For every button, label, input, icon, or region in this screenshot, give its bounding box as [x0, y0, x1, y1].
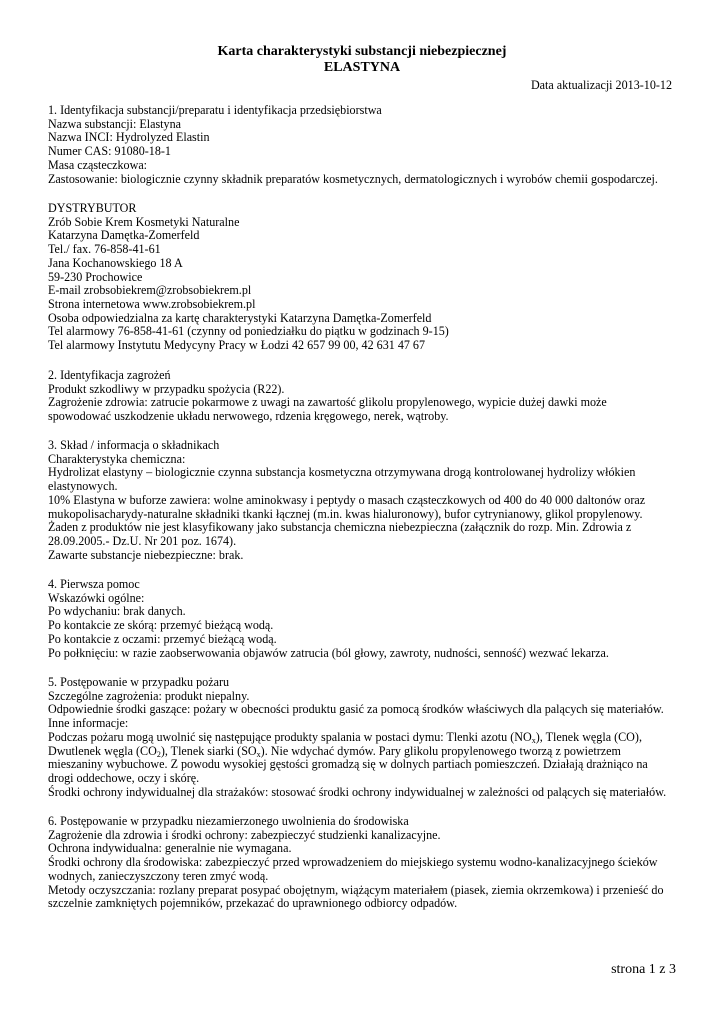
text-line: Po kontakcie z oczami: przemyć bieżącą wodą. — [48, 631, 277, 646]
usage: Zastosowanie: biologicznie czynny składnik preparatów kosmetycznych, dermatologicznych i wyrobów chemii gospodarczej. — [48, 171, 658, 186]
section-heading: 4. Pierwsza pomoc — [48, 577, 140, 591]
cas-number: Numer CAS: 91080-18-1 — [48, 144, 171, 159]
text-line: wodnych, zanieczyszczony teren zmyć wodą. — [48, 868, 269, 883]
website: Strona internetowa www.zrobsobiekrem.pl — [48, 296, 256, 311]
product-name: ELASTYNA — [323, 60, 401, 75]
text-line: elastynowych. — [48, 479, 118, 494]
document-title: Karta charakterystyki substancji niebezpiecznej — [217, 44, 507, 59]
text-line: Zawarte substancje niebezpieczne: brak. — [48, 547, 244, 562]
section-accidental-release — [48, 815, 688, 911]
text-line: Odpowiednie środki gaszące: pożary w obecności produktu gasić za pomocą środków właściwych dla palących się materiałów. — [48, 702, 664, 717]
text-line: 10% Elastyna w buforze zawiera: wolne aminokwasy i peptydy o masach cząsteczkowych od 400 do 40 000 daltonów oraz — [48, 492, 646, 507]
text-line: Wskazówki ogólne: — [48, 590, 145, 605]
email: E-mail zrobsobiekrem@zrobsobiekrem.pl — [48, 283, 252, 298]
text-line: 28.09.2005.- Dz.U. Nr 201 poz. 1674). — [48, 533, 237, 548]
section-heading: DYSTRYBUTOR — [48, 201, 137, 215]
text-line: szczelnie zamkniętych pojemników, przekazać do uprawnionego odbiorcy odpadów. — [48, 896, 458, 911]
text-line: drogi oddechowe, oczy i skórę. — [48, 770, 200, 785]
molar-mass: Masa cząsteczkowa: — [48, 157, 148, 172]
text-line: Po połknięciu: w razie zaobserwowania objawów zatrucia (ból głowy, zawroty, nudności, senność) wezwać lekarza. — [48, 645, 609, 660]
text-line: Po kontakcie ze skórą: przemyć bieżącą wodą. — [48, 618, 274, 633]
text-line: Dwutlenek węgla $(CO_2)$, Tlenek siarki $(SO_x)$. Nie wdychać dymów. Pary glikolu propylenowego tworzą z powietrzem — [48, 743, 621, 759]
city: 59-230 Prochowice — [48, 269, 143, 284]
update-date: Data aktualizacji 2013-10-12 — [530, 78, 672, 92]
text-line: Metody oczyszczania: rozlany preparat posypać obojętnym, wiążącym materiałem (piasek, ziemia okrzemkowa) i przenieść do — [48, 882, 664, 897]
section-heading: 1. Identyfikacja substancji/preparatu i identyfikacja przedsiębiorstwa — [48, 103, 382, 117]
text-line: Inne informacje: — [48, 716, 129, 731]
section-distributor — [48, 202, 688, 353]
text-line: Ochrona indywidualna: generalnie nie wymagana. — [48, 841, 292, 856]
section-heading: 3. Skład / informacja o składnikach — [48, 438, 220, 452]
text-line: Podczas pożaru mogą uwolnić się następujące produkty spalania w postaci dymu: Tlenki azotu $(NO_x)$, Tlenek węgla (CO), — [48, 729, 642, 745]
text-line: mukopolisacharydy-naturalne składniki tkanki łącznej (m.in. kwas hialuronowy), bufor cytrynianowy, glikol propylenowy. — [48, 506, 643, 521]
text-line: Po wdychaniu: brak danych. — [48, 604, 186, 619]
substance-name: Nazwa substancji: Elastyna — [48, 116, 181, 131]
text-line: Hydrolizat elastyny – biologicznie czynna substancja kosmetyczna otrzymywana drogą kontrolowanej hydrolizy włókien — [48, 465, 636, 480]
company-name: Zrób Sobie Krem Kosmetyki Naturalne — [48, 214, 240, 229]
street: Jana Kochanowskiego 18 A — [48, 255, 183, 270]
text-line: Charakterystyka chemiczna: — [48, 451, 186, 466]
alarm-phone-institute: Tel alarmowy Instytutu Medycyny Pracy w Łodzi 42 657 99 00, 42 631 47 67 — [48, 338, 426, 353]
section-heading: 5. Postępowanie w przypadku pożaru — [48, 675, 230, 689]
section-first-aid — [48, 578, 688, 660]
text-line: Szczególne zagrożenia: produkt niepalny. — [48, 688, 250, 703]
section-composition — [48, 439, 688, 562]
page-number: strona 1 z 3 — [611, 962, 676, 977]
section-hazards — [48, 369, 688, 424]
section-fire — [48, 676, 688, 799]
section-identification — [48, 104, 688, 186]
alarm-phone: Tel alarmowy 76-858-41-61 (czynny od poniedziałku do piątku w godzinach 9-15) — [48, 324, 449, 339]
text-line: Środki ochrony indywidualnej dla strażaków: stosować środki ochrony indywidualnej w zależności od palących się materiałów. — [48, 784, 667, 799]
owner-name: Katarzyna Damętka-Zomerfeld — [48, 228, 200, 243]
text-line: Żaden z produktów nie jest klasyfikowany jako substancja chemiczna niebezpieczna (załącznik do rozp. Min. Zdrowia z — [48, 520, 632, 535]
text-line: Środki ochrony dla środowiska: zabezpieczyć przed wprowadzeniem do miejskiego systemu wodno-kanalizacyjnego ścieków — [48, 855, 658, 870]
text-line: Produkt szkodliwy w przypadku spożycia (R22). — [48, 381, 285, 396]
text-line: spowodować uszkodzenie układu nerwowego, rdzenia kręgowego, nerek, wątroby. — [48, 409, 449, 424]
text-line: mieszaniny wybuchowe. Z powodu wysokiej gęstości gromadzą się w dolnych partiach pomieszczeń. Działają drażniąco na — [48, 757, 648, 772]
section-heading: 6. Postępowanie w przypadku niezamierzonego uwolnienia do środowiska — [48, 814, 409, 828]
text-line: Zagrożenie dla zdrowia i środki ochrony: zabezpieczyć studzienki kanalizacyjne. — [48, 827, 441, 842]
section-heading: 2. Identyfikacja zagrożeń — [48, 368, 171, 382]
inci-name: Nazwa INCI: Hydrolyzed Elastin — [48, 130, 210, 145]
phone: Tel./ fax. 76-858-41-61 — [48, 242, 161, 257]
text-line: Zagrożenie zdrowia: zatrucie pokarmowe z uwagi na zawartość glikolu propylenowego, wypicie dużej dawki może — [48, 395, 607, 410]
responsible-person: Osoba odpowiedzialna za kartę charakterystyki Katarzyna Damętka-Zomerfeld — [48, 310, 432, 325]
